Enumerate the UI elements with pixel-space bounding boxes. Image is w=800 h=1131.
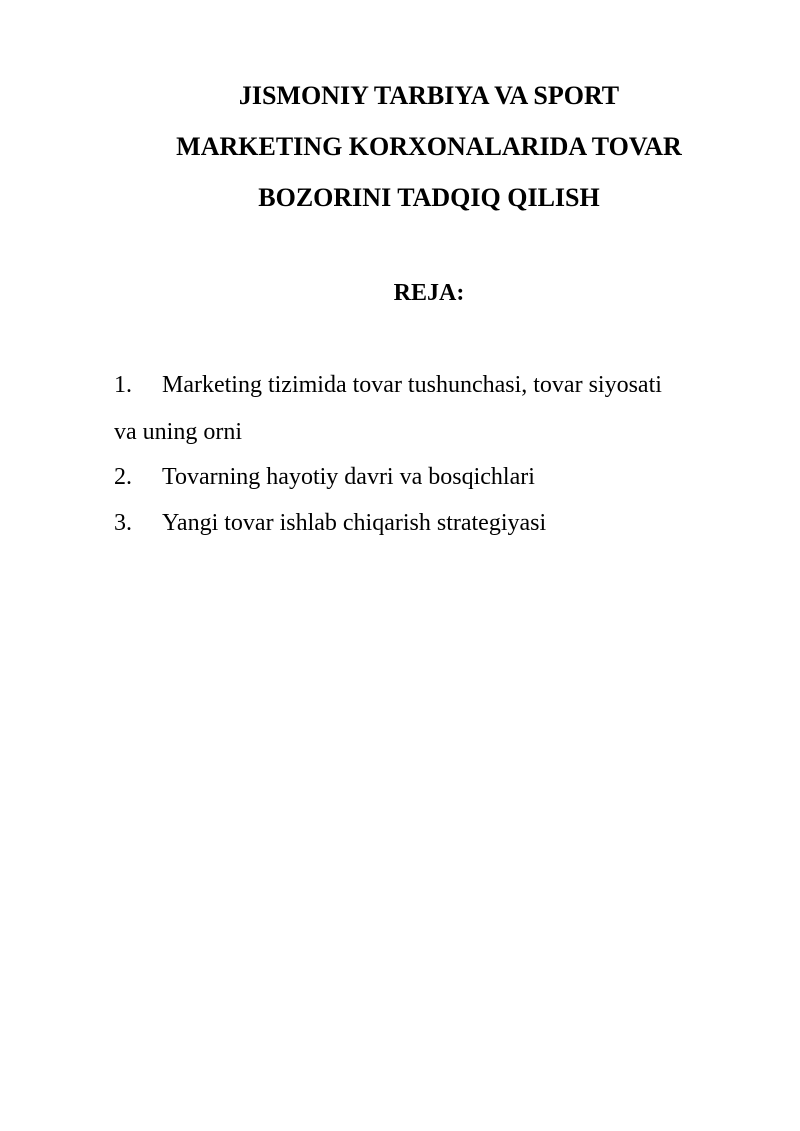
plan-item-3-text: Yangi tovar ishlab chiqarish strategiyasi [162,510,547,536]
document-title-line-2: MARKETING KORXONALARIDA TOVAR [176,132,682,161]
document-title-line-3: BOZORINI TADQIQ QILISH [258,183,600,212]
plan-item-1-number: 1. [114,372,132,398]
plan-item-1-continuation: va uning orni [114,419,242,445]
document-title-line-1: JISMONIY TARBIYA VA SPORT [238,81,620,110]
plan-item-1-text: Marketing tizimida tovar tushunchasi, tovar siyosati [162,372,662,398]
plan-item-2-text: Tovarning hayotiy davri va bosqichlari [162,464,535,490]
plan-item-3-number: 3. [114,510,132,536]
plan-heading: REJA: [393,280,465,306]
plan-item-2-number: 2. [114,464,132,490]
